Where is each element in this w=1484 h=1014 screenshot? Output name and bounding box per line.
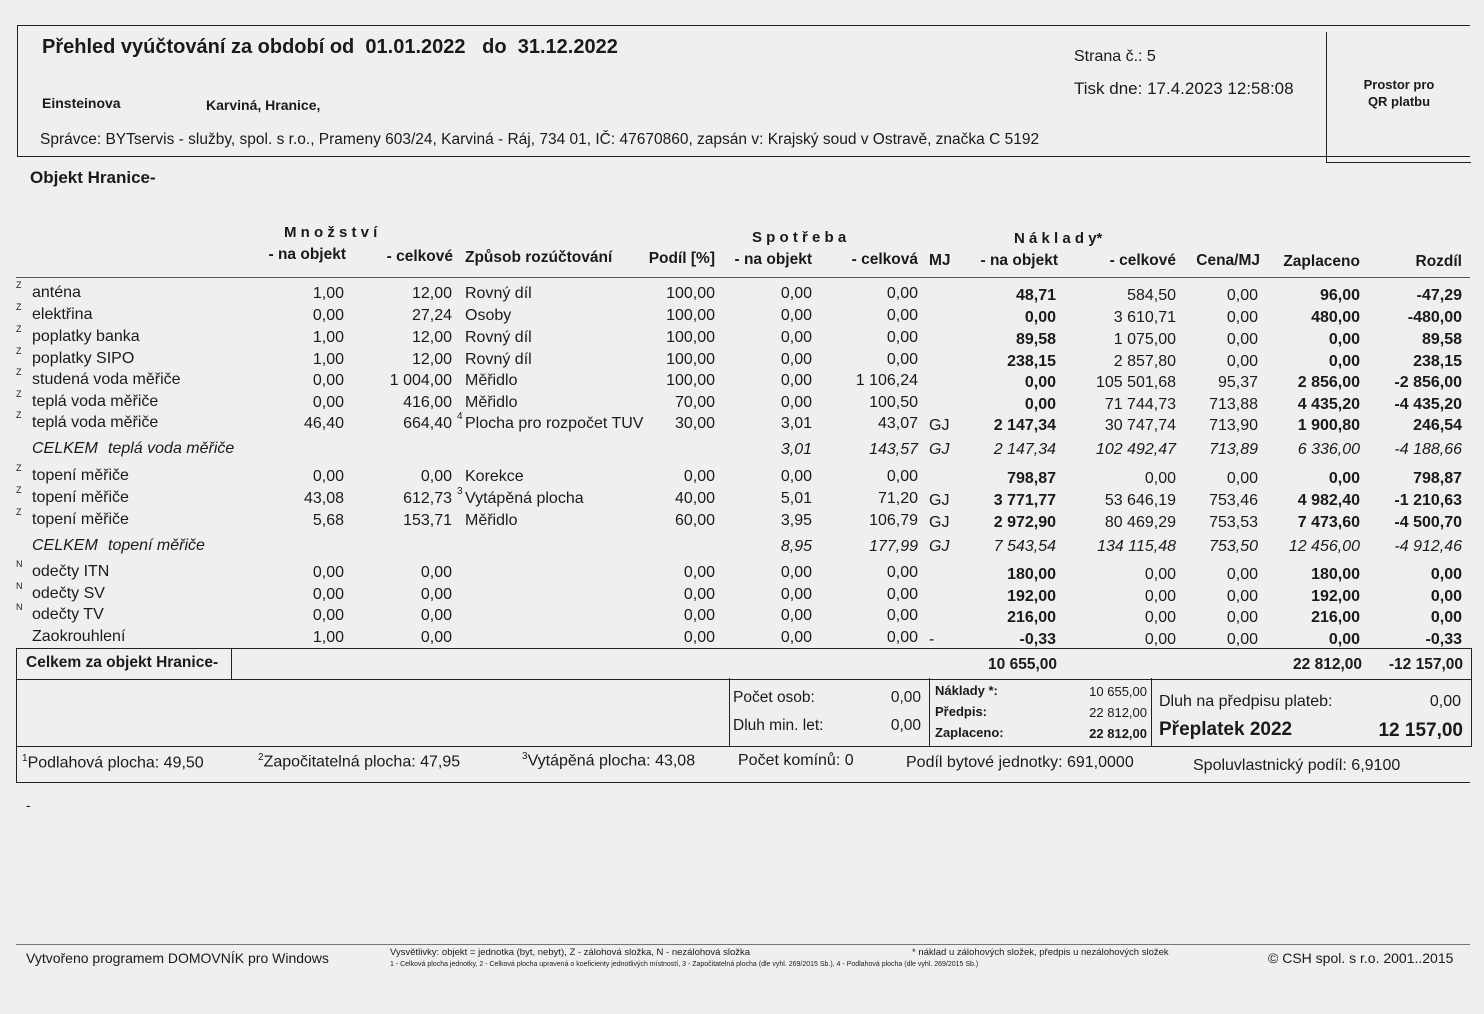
cell-cons-obj: 3,95	[780, 512, 812, 529]
cell-qty-total: 1 004,00	[389, 372, 452, 389]
item-name: topení měřiče	[32, 511, 129, 528]
cell-share: 30,00	[674, 415, 715, 432]
street: Einsteinova	[42, 95, 121, 111]
cell-price: 0,00	[1226, 331, 1258, 348]
component-type-tag: N	[16, 581, 23, 591]
overpay-label: Přeplatek 2022	[1159, 719, 1293, 740]
cell-method: Korekce	[465, 468, 524, 485]
component-type-tag: Z	[16, 302, 22, 312]
col-qty-total: - celkové	[386, 248, 453, 265]
subtotal-label: CELKEM	[32, 537, 98, 554]
cell-cons-total: 0,00	[886, 329, 918, 346]
cell-share: 0,00	[683, 607, 715, 624]
sup-3: 3	[522, 751, 528, 762]
cell-cons-obj: 0,00	[780, 564, 812, 581]
sup-2: 2	[258, 752, 264, 763]
cell-cons-obj: 5,01	[780, 490, 812, 507]
cell-cost-obj: 238,15	[1007, 353, 1056, 370]
countable-area-text: Započitatelná plocha: 47,95	[263, 753, 461, 771]
cell-diff: -47,29	[1416, 287, 1462, 304]
object-title: Objekt Hranice-	[30, 168, 156, 187]
col-price: Cena/MJ	[1196, 252, 1260, 269]
cell-unit: GJ	[929, 538, 950, 555]
cell-diff: 798,87	[1413, 470, 1462, 487]
cell-cost-obj: 0,00	[1024, 309, 1056, 326]
cell-qty-obj: 0,00	[312, 394, 344, 411]
cell-cost-total: 0,00	[1144, 566, 1176, 583]
cell-price: 753,46	[1209, 492, 1258, 509]
cell-cost-obj: 2 972,90	[993, 514, 1056, 531]
cell-share: 60,00	[674, 512, 715, 529]
cell-method: Rovný díl	[465, 329, 532, 346]
cell-price: 0,00	[1226, 287, 1258, 304]
cell-cost-obj: 180,00	[1007, 566, 1056, 583]
component-type-tag: Z	[16, 346, 22, 356]
object-total-diff: -12 157,00	[1388, 656, 1463, 673]
object-total-row	[16, 648, 1472, 680]
qr-placeholder	[1326, 32, 1471, 163]
item-name: topení měřiče	[32, 489, 129, 506]
cell-price: 0,00	[1226, 566, 1258, 583]
legend-line-2: 1 - Celková plocha jednotky, 2 - Celková plocha upravená o koeficienty jednotlivých místností, 3 - Započitatelná plocha (dle vyhl. 269/2015 Sb.), 4 - Podlahová plocha (dle vyhl. 269/2015 Sb.)	[390, 961, 979, 968]
paid-label: Zaplaceno:	[935, 725, 1004, 740]
cell-cost-obj: 192,00	[1007, 588, 1056, 605]
component-type-tag: N	[16, 559, 23, 569]
group-costs: N á k l a d y*	[1014, 230, 1103, 247]
cell-diff: -1 210,63	[1394, 492, 1462, 509]
date-from: 01.01.2022	[365, 36, 466, 58]
debt-value: 0,00	[1429, 693, 1461, 710]
cell-share: 0,00	[683, 586, 715, 603]
cell-diff: 0,00	[1430, 566, 1462, 583]
cell-price: 713,90	[1209, 417, 1258, 434]
costs-value: 10 655,00	[1089, 684, 1147, 699]
qr-line1: Prostor pro	[1363, 77, 1435, 92]
legend-note: * náklad u zálohových složek, předpis u nezálohových složek	[912, 947, 1169, 958]
component-type-tag: Z	[16, 367, 22, 377]
cell-cost-total: 3 610,71	[1113, 309, 1176, 326]
city: Karviná, Hranice,	[206, 97, 321, 113]
col-cost-obj: - na objekt	[980, 252, 1058, 269]
cell-cons-total: 0,00	[886, 629, 918, 646]
copyright: © CSH spol. s r.o. 2001..2015	[1268, 950, 1454, 966]
cell-qty-total: 0,00	[420, 629, 452, 646]
cell-share: 100,00	[666, 329, 715, 346]
cell-diff: 0,00	[1430, 588, 1462, 605]
cell-paid: 96,00	[1319, 287, 1360, 304]
cell-cons-total: 106,79	[869, 512, 918, 529]
cell-cons-obj: 3,01	[780, 415, 812, 432]
debt-min-value: 0,00	[890, 717, 921, 734]
legend-line-1: Vysvětlivky: objekt = jednotka (byt, nebyt), Z - zálohová složka, N - nezálohová složka	[390, 947, 751, 958]
item-name: odečty SV	[32, 585, 105, 602]
cell-paid: 4 435,20	[1297, 396, 1360, 413]
object-total-divider	[231, 649, 232, 679]
col-cost-total: - celkové	[1109, 252, 1176, 269]
item-name: poplatky SIPO	[32, 350, 135, 367]
col-paid: Zaplaceno	[1283, 253, 1360, 270]
cell-share: 100,00	[666, 372, 715, 389]
col-diff: Rozdíl	[1415, 253, 1462, 270]
cell-cons-total: 0,00	[886, 307, 918, 324]
cell-price: 0,00	[1226, 588, 1258, 605]
cell-cost-obj: 2 147,34	[993, 441, 1056, 458]
cell-cost-total: 2 857,80	[1113, 353, 1176, 370]
cell-share: 70,00	[674, 394, 715, 411]
cell-price: 0,00	[1226, 353, 1258, 370]
cell-cons-total: 0,00	[886, 468, 918, 485]
cell-diff: -0,33	[1425, 631, 1462, 648]
item-name: topení měřiče	[32, 467, 129, 484]
floor-area-text: Podlahová plocha: 49,50	[27, 754, 204, 772]
cell-cost-total: 30 747,74	[1104, 417, 1176, 434]
persons-label: Počet osob:	[733, 689, 815, 706]
col-qty-obj: - na objekt	[268, 246, 346, 263]
cell-cost-obj: 798,87	[1007, 470, 1056, 487]
cell-cost-total: 0,00	[1144, 609, 1176, 626]
cell-price: 713,89	[1209, 441, 1258, 458]
cell-cons-total: 1 106,24	[855, 372, 918, 389]
cell-price: 713,88	[1209, 396, 1258, 413]
cell-cons-total: 0,00	[886, 351, 918, 368]
cell-cost-obj: 0,00	[1024, 396, 1056, 413]
object-total-paid: 22 812,00	[1293, 656, 1362, 673]
summary-divider-1	[729, 678, 730, 746]
cell-price: 0,00	[1226, 470, 1258, 487]
col-cons-total: - celková	[851, 251, 918, 268]
cell-price: 753,50	[1209, 538, 1258, 555]
subtotal-label: CELKEM	[32, 440, 98, 457]
cell-diff: 0,00	[1430, 609, 1462, 626]
cell-share: 0,00	[683, 564, 715, 581]
col-cons-obj: - na objekt	[734, 251, 812, 268]
countable-area	[258, 752, 460, 771]
co-owner-share: Spoluvlastnický podíl: 6,9100	[1193, 757, 1401, 774]
qr-line2: QR platbu	[1367, 94, 1431, 109]
debt-min-label: Dluh min. let:	[733, 717, 824, 734]
cell-diff: -4 500,70	[1394, 514, 1462, 531]
cell-cons-total: 0,00	[886, 607, 918, 624]
cell-diff: 246,54	[1413, 417, 1462, 434]
cell-qty-obj: 0,00	[312, 468, 344, 485]
col-method: Způsob rozúčtování	[465, 249, 613, 266]
cell-share: 0,00	[683, 629, 715, 646]
cell-method: Rovný díl	[465, 351, 532, 368]
cell-cost-total: 105 501,68	[1095, 374, 1176, 391]
cell-cost-obj: -0,33	[1019, 631, 1056, 648]
cell-cons-total: 143,57	[869, 441, 918, 458]
cell-cons-obj: 0,00	[780, 329, 812, 346]
cell-price: 0,00	[1226, 609, 1258, 626]
col-unit: MJ	[929, 252, 951, 269]
subtotal-name: topení měřiče	[108, 537, 205, 554]
cell-cost-total: 102 492,47	[1095, 441, 1176, 458]
cell-method: Vytápěná plocha	[465, 490, 584, 507]
summary-box	[16, 678, 1472, 747]
cell-cons-obj: 0,00	[780, 607, 812, 624]
cell-diff: 238,15	[1413, 353, 1462, 370]
date-to: 31.12.2022	[517, 36, 618, 58]
component-type-tag: Z	[16, 324, 22, 334]
summary-divider-3	[1151, 678, 1152, 746]
cell-paid: 216,00	[1311, 609, 1360, 626]
cell-method: Rovný díl	[465, 285, 532, 302]
cell-cost-obj: 0,00	[1024, 374, 1056, 391]
debt-label: Dluh na předpisu plateb:	[1159, 693, 1333, 710]
cell-paid: 192,00	[1311, 588, 1360, 605]
cell-cost-obj: 216,00	[1007, 609, 1056, 626]
cell-diff: -480,00	[1407, 309, 1462, 326]
cell-qty-obj: 1,00	[312, 329, 344, 346]
cell-cons-obj: 0,00	[780, 394, 812, 411]
cell-qty-total: 0,00	[420, 607, 452, 624]
cell-cost-total: 0,00	[1144, 470, 1176, 487]
component-type-tag: N	[16, 602, 23, 612]
cell-cons-obj: 0,00	[780, 307, 812, 324]
cell-cons-obj: 0,00	[780, 586, 812, 603]
cell-paid: 0,00	[1328, 470, 1360, 487]
component-type-tag: Z	[16, 280, 22, 290]
cell-paid: 0,00	[1328, 331, 1360, 348]
cell-cons-obj: 3,01	[780, 441, 812, 458]
item-name: anténa	[32, 284, 81, 301]
cell-cost-obj: 2 147,34	[993, 417, 1056, 434]
prescription-value: 22 812,00	[1089, 705, 1147, 720]
cell-share: 40,00	[674, 490, 715, 507]
cell-qty-total: 153,71	[403, 512, 452, 529]
cell-cons-obj: 0,00	[780, 629, 812, 646]
cell-qty-obj: 43,08	[303, 490, 344, 507]
cell-price: 753,53	[1209, 514, 1258, 531]
cell-qty-total: 612,73	[403, 490, 452, 507]
cell-unit: GJ	[929, 492, 950, 509]
cell-paid: 0,00	[1328, 353, 1360, 370]
cell-qty-total: 0,00	[420, 564, 452, 581]
cell-diff: -4 912,46	[1394, 538, 1462, 555]
cell-cons-total: 71,20	[877, 490, 918, 507]
area-footer-edge	[16, 746, 17, 782]
cell-qty-obj: 0,00	[312, 372, 344, 389]
component-type-tag: Z	[16, 463, 22, 473]
component-type-tag: Z	[16, 410, 22, 420]
cell-unit: GJ	[929, 417, 950, 434]
cell-cost-total: 1 075,00	[1113, 331, 1176, 348]
method-footnote: 3	[457, 486, 463, 497]
cell-diff: -4 435,20	[1394, 396, 1462, 413]
cell-paid: 6 336,00	[1297, 441, 1360, 458]
object-total-label: Celkem za objekt Hranice-	[26, 654, 219, 671]
cell-diff: -4 188,66	[1394, 441, 1462, 458]
cell-share: 0,00	[683, 468, 715, 485]
report-title	[42, 36, 618, 59]
cell-cons-total: 0,00	[886, 564, 918, 581]
cell-cost-total: 80 469,29	[1104, 514, 1176, 531]
cell-qty-obj: 46,40	[303, 415, 344, 432]
cell-qty-total: 12,00	[411, 351, 452, 368]
cell-share: 100,00	[666, 307, 715, 324]
cell-cons-total: 0,00	[886, 285, 918, 302]
cell-qty-total: 0,00	[420, 468, 452, 485]
dash-mark: -	[26, 797, 31, 813]
cell-cons-obj: 0,00	[780, 468, 812, 485]
cell-cons-total: 177,99	[869, 538, 918, 555]
title-prefix: Přehled vyúčtování za období od	[42, 36, 355, 58]
method-footnote: 4	[457, 411, 463, 422]
cell-paid: 480,00	[1311, 309, 1360, 326]
cell-paid: 4 982,40	[1297, 492, 1360, 509]
cell-cons-total: 100,50	[869, 394, 918, 411]
page-number: Strana č.: 5	[1074, 48, 1156, 65]
cell-qty-total: 416,00	[403, 394, 452, 411]
cell-unit: -	[929, 631, 935, 648]
costs-label: Náklady *:	[935, 683, 998, 698]
print-date: Tisk dne: 17.4.2023 12:58:08	[1074, 79, 1294, 98]
cell-cost-total: 134 115,48	[1097, 538, 1176, 555]
summary-divider-2	[929, 678, 930, 746]
bottom-rule	[16, 944, 1470, 945]
group-consumption: S p o t ř e b a	[752, 229, 847, 246]
cell-paid: 12 456,00	[1288, 538, 1360, 555]
component-type-tag: Z	[16, 389, 22, 399]
manager-info: Správce: BYTservis - služby, spol. s r.o., Prameny 603/24, Karviná - Ráj, 734 01, IČ: 47670860, zapsán v: Krajský soud v Ostravě, značka C 5192	[40, 131, 1040, 148]
item-name: elektřina	[32, 306, 93, 323]
floor-area	[22, 753, 204, 772]
cell-paid: 180,00	[1311, 566, 1360, 583]
cell-qty-total: 12,00	[411, 329, 452, 346]
cell-paid: 2 856,00	[1297, 374, 1360, 391]
heated-area-text: Vytápěná plocha: 43,08	[527, 752, 696, 770]
cell-qty-total: 0,00	[420, 586, 452, 603]
cell-qty-total: 664,40	[403, 415, 452, 432]
object-total-costs: 10 655,00	[988, 656, 1057, 673]
cell-method: Měřidlo	[465, 372, 518, 389]
area-footer	[16, 746, 1470, 783]
cell-qty-obj: 1,00	[312, 285, 344, 302]
cell-qty-obj: 0,00	[312, 307, 344, 324]
cell-cost-total: 0,00	[1144, 588, 1176, 605]
cell-qty-obj: 1,00	[312, 351, 344, 368]
header-rule	[16, 277, 1470, 278]
component-type-tag: Z	[16, 485, 22, 495]
item-name: odečty ITN	[32, 563, 110, 580]
cell-cost-total: 71 744,73	[1104, 396, 1176, 413]
col-share: Podíl [%]	[648, 250, 715, 267]
persons-value: 0,00	[890, 689, 921, 706]
sup-1: 1	[22, 753, 28, 764]
cell-paid: 7 473,60	[1297, 514, 1360, 531]
cell-qty-total: 27,24	[411, 307, 452, 324]
unit-share: Podíl bytové jednotky: 691,0000	[906, 754, 1134, 771]
overpay-value: 12 157,00	[1378, 720, 1463, 741]
to-label: do	[482, 36, 507, 58]
cell-cost-obj: 89,58	[1015, 331, 1056, 348]
cell-cons-obj: 8,95	[780, 538, 812, 555]
cell-method: Plocha pro rozpočet TUV	[465, 415, 644, 432]
cell-paid: 0,00	[1328, 631, 1360, 648]
cell-price: 95,37	[1217, 374, 1258, 391]
cell-unit: GJ	[929, 514, 950, 531]
subtotal-name: teplá voda měřiče	[108, 440, 235, 457]
cell-qty-obj: 0,00	[312, 564, 344, 581]
created-by: Vytvořeno programem DOMOVNÍK pro Windows	[26, 950, 329, 966]
cell-price: 0,00	[1226, 631, 1258, 648]
chimneys: Počet komínů: 0	[738, 752, 854, 769]
cell-unit: GJ	[929, 441, 950, 458]
cell-cons-obj: 0,00	[780, 351, 812, 368]
cell-cons-total: 0,00	[886, 586, 918, 603]
cell-paid: 1 900,80	[1297, 417, 1360, 434]
prescription-label: Předpis:	[935, 704, 988, 719]
cell-method: Měřidlo	[465, 512, 518, 529]
cell-qty-obj: 5,68	[312, 512, 344, 529]
cell-cost-obj: 3 771,77	[993, 492, 1056, 509]
cell-diff: -2 856,00	[1394, 374, 1462, 391]
cell-price: 0,00	[1226, 309, 1258, 326]
heated-area	[522, 751, 695, 770]
cell-diff: 89,58	[1421, 331, 1462, 348]
item-name: Zaokrouhlení	[32, 628, 126, 645]
cell-cost-obj: 7 543,54	[993, 538, 1056, 555]
cell-qty-obj: 0,00	[312, 586, 344, 603]
cell-qty-obj: 0,00	[312, 607, 344, 624]
cell-cons-total: 43,07	[877, 415, 918, 432]
cell-cons-obj: 0,00	[780, 372, 812, 389]
cell-method: Osoby	[465, 307, 512, 324]
cell-share: 100,00	[666, 351, 715, 368]
cell-cost-obj: 48,71	[1015, 287, 1056, 304]
cell-cost-total: 0,00	[1144, 631, 1176, 648]
cell-share: 100,00	[666, 285, 715, 302]
cell-qty-total: 12,00	[411, 285, 452, 302]
group-quantity: M n o ž s t v í	[284, 224, 378, 241]
item-name: odečty TV	[32, 606, 104, 623]
item-name: teplá voda měřiče	[32, 393, 159, 410]
cell-qty-obj: 1,00	[312, 629, 344, 646]
item-name: studená voda měřiče	[32, 371, 181, 388]
component-type-tag: Z	[16, 507, 22, 517]
cell-method: Měřidlo	[465, 394, 518, 411]
cell-cons-obj: 0,00	[780, 285, 812, 302]
cell-cost-total: 53 646,19	[1104, 492, 1176, 509]
paid-value: 22 812,00	[1089, 726, 1147, 741]
item-name: poplatky banka	[32, 328, 140, 345]
item-name: teplá voda měřiče	[32, 414, 159, 431]
cell-cost-total: 584,50	[1127, 287, 1176, 304]
